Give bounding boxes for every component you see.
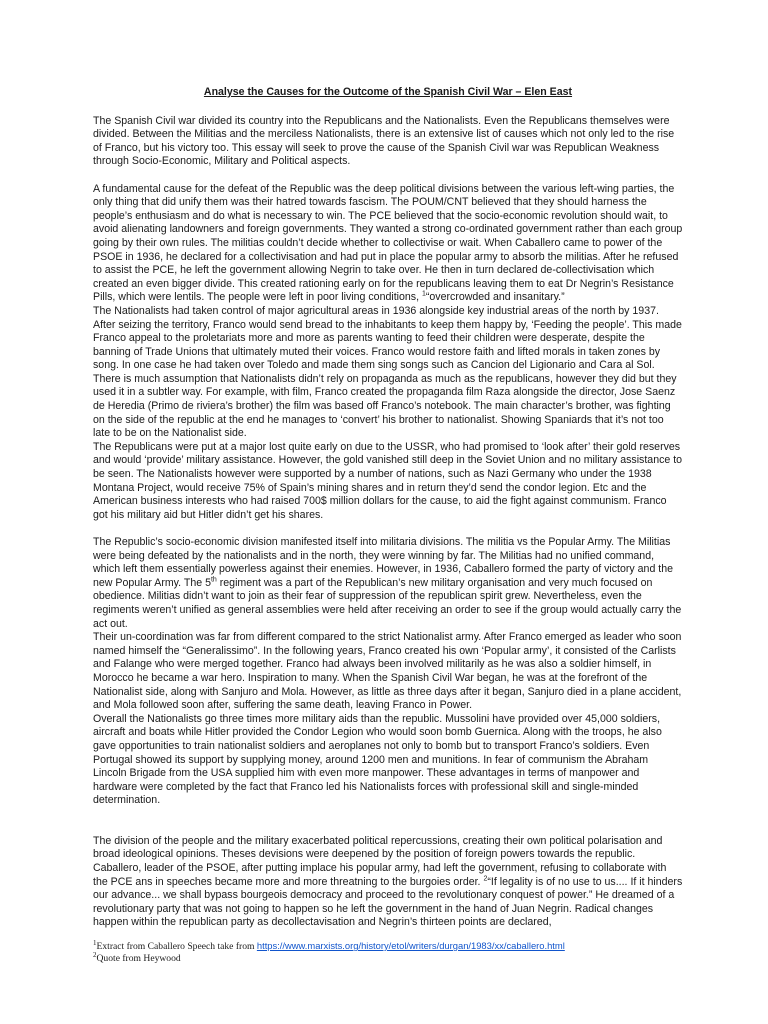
militia-division-text: The Republic’s socio-economic division manifested itself into militaria divisions. The militia vs the Popular Army. The Militias were being defeated by the nationalists and in the north, they were winning by far. The Militias had no unified command, which left them essentially powerless against their enemies. However, in 1936, Caballero formed the party of victory and the new Popular Army. The 5 xyxy=(93,536,674,589)
paragraph-gap xyxy=(93,169,683,183)
footnote-marker-1: 1 xyxy=(421,290,426,298)
agricultural-control-paragraph: The Nationalists had taken control of major agricultural areas in 1936 alongside key industrial areas of the north by 1937. After seizing the territory, Franco would send bread to the inhabitants to keep them happy by, ‘Feeding the people’. This made Franco appeal to the proletariats more and more as parents wanting to feed their children were desperate, despite the banning of Trade Unions that ultimately muted their voices. Franco would restore faith and lifted morals in taken zones by song. In one case he had taken over Toledo and made them sing songs such as Cancion del Ligionario and Cara al Sol. There is much assumption that Nationalists didn’t rely on propaganda as much as the republicans, however they did but they used it in a subtler way. For example, with film, Franco created the propaganda film Raza alongside the director, Jose Saenz de Heredia (Primo de riviera’s brother) the film was based off Franco’s notebook. The main character’s brother, was fighting on the side of the republic at the end he manages to ‘convert’ his brother to nationalist. Showing Spaniards that it’s not too late to be on the Nationalist side. xyxy=(93,304,682,440)
political-repercussions-text: The division of the people and the military exacerbated political repercussions, creating their own political polarisation and broad ideological opinions. Theses devisions were deepened by the position of foreign powers towards the republic. Caballero, leader of the PSOE, after putting implace his popular army, had left the government, refusing to collaborate with the PCE ans in speeches became more and more threatning to the burgoies order. xyxy=(93,834,667,888)
document-title: Analyse the Causes for the Outcome of the Spanish Civil War – Elen East xyxy=(203,86,573,98)
foreign-support-paragraph: The Republicans were put at a major lost quite early on due to the USSR, who had promised to ‘look after’ their gold reserves and would ‘provide’ military assistance. However, the gold vanished still deep in the Soviet Union and no military assistance to be seen. The Nationalists however were supported by a number of nations, such as Nazi Germany who under the 1938 Montana Project, would receive 75% of Spain’s mining shares and in return they’d send the condor legion. Etc and the American business interests who had raised 700$ million dollars for the cause, to aid the fight against communism. Franco got his military aid but Hitler didn’t get his shares. xyxy=(93,440,683,521)
footnote-marker-2: 2 xyxy=(483,875,488,883)
intro-paragraph: The Spanish Civil war divided its country into the Republicans and the Nationalists. Even the Republicans themselves were divided. Between the Militias and the merciless Nationalists, there is an extensive list of causes which not only led to the rise of Franco, but his victory too. This essay will seek to prove the cause of the Spanish Civil war was Republican Weakness through Socio-Economic, Military and Political aspects. xyxy=(93,114,675,168)
political-repercussions-paragraph xyxy=(93,835,683,930)
political-divisions-paragraph xyxy=(93,183,683,305)
footnotes xyxy=(93,940,693,965)
paragraph-gap-large xyxy=(93,808,683,835)
nationalist-army-paragraph: Their un-coordination was far from different compared to the strict Nationalist army. After Franco emerged as leader who soon named himself the “Generalissimo”. In the following years, Franco created his own ‘Popular army’, it consisted of the Carlists and Falange who were merged together. Franco had always been involved militarily as he was also a soldier himself, in Morocco he became a war hero. Inspiration to many. When the Spanish Civil War began, he was at the forefront of the Nationalist side, along with Sanjuro and Mola. However, as little as three days after it began, Sanjuro died in a plane accident, and Mola followed soon after, suffering the same death, leaving Franco in Power. xyxy=(93,631,682,712)
document-page xyxy=(93,86,683,930)
quote-legality: “If legality is of no use to us.... If it hinders our advance... we shall bypass bourgeois democracy and proceed to the revolutionary conquest of power.” xyxy=(93,875,683,902)
political-repercussions-rest: He dreamed of a revolutionary party that was not going to happen so he left the government in the hand of Juan Negrin. Radical changes happen within the republican party as decollectavisation and Negrin’s thirteen points are declared, xyxy=(93,889,675,929)
footnote-1-number: 1 xyxy=(93,938,97,947)
military-aid-paragraph: Overall the Nationalists go three times more military aids than the republic. Mussolini have provided over 45,000 soldiers, aircraft and boats while Hitler provided the Condor Legion who would soon bomb Guernica. Along with the troops, he also gave opportunities to train nationalist soldiers and aeroplanes not only to bomb but to transport Franco’s soldiers. Even Portugal showed its support by supplying money, around 1200 men and munitions. In fear of communism the Abraham Lincoln Brigade from the USA supplied him with even more manpower. These advantages in terms of manpower and hardware were completed by the fact that Franco led his Nationalists forces with professional skill and single-minded determination. xyxy=(93,712,662,807)
footnote-2-number: 2 xyxy=(93,950,97,959)
quote-overcrowded: “overcrowded and insanitary.” xyxy=(425,291,565,304)
footnote-1 xyxy=(93,940,693,953)
militia-division-paragraph xyxy=(93,536,683,631)
footnote-1-link[interactable]: https://www.marxists.org/history/etol/writers/durgan/1983/xx/caballero.html xyxy=(256,940,565,951)
political-divisions-text: A fundamental cause for the defeat of the Republic was the deep political divisions between the various left-wing parties, the only thing that did unify them was their hatred towards fascism. The POUM/CNT believed that they should harness the people’s enthusiasm and do what is necessary to win. The PCE believed that the socio-economic revolution should wait, to avoid alienating landowners and foreign governments. They wanted a strong co-ordinated government rather than each group going by their own rules. The militias couldn’t decide whether to collectivise or wait. When Caballero came to power of the PSOE in 1936, he declared for a collectivisation and had put in place the popular army to absorb the militias. After he refused to assist the PCE, he left the government allowing Negrin to take over. He then in turn declared de-collectivisation which created an even bigger divide. This created rationing early on for the republicans leaving them to eat Dr Negrin’s Resistance Pills, which were lentils. The people were left in poor living conditions, xyxy=(93,182,683,304)
footnote-1-label: Extract from Caballero Speech take from xyxy=(96,941,255,952)
militia-division-rest: regiment was a part of the Republican’s new military organisation and very much focused on obedience. Militias didn’t want to join as their fear of suppression of the republican spirit grew. Nevertheless, even the regiments weren’t unified as general assemblies were held after receiving an order to see if the group would actually carry the act out. xyxy=(93,576,682,630)
footnote-2 xyxy=(93,950,693,965)
superscript-th: th xyxy=(210,576,217,584)
paragraph-gap xyxy=(93,522,683,536)
footnote-2-label: Quote from Heywood xyxy=(96,953,181,964)
